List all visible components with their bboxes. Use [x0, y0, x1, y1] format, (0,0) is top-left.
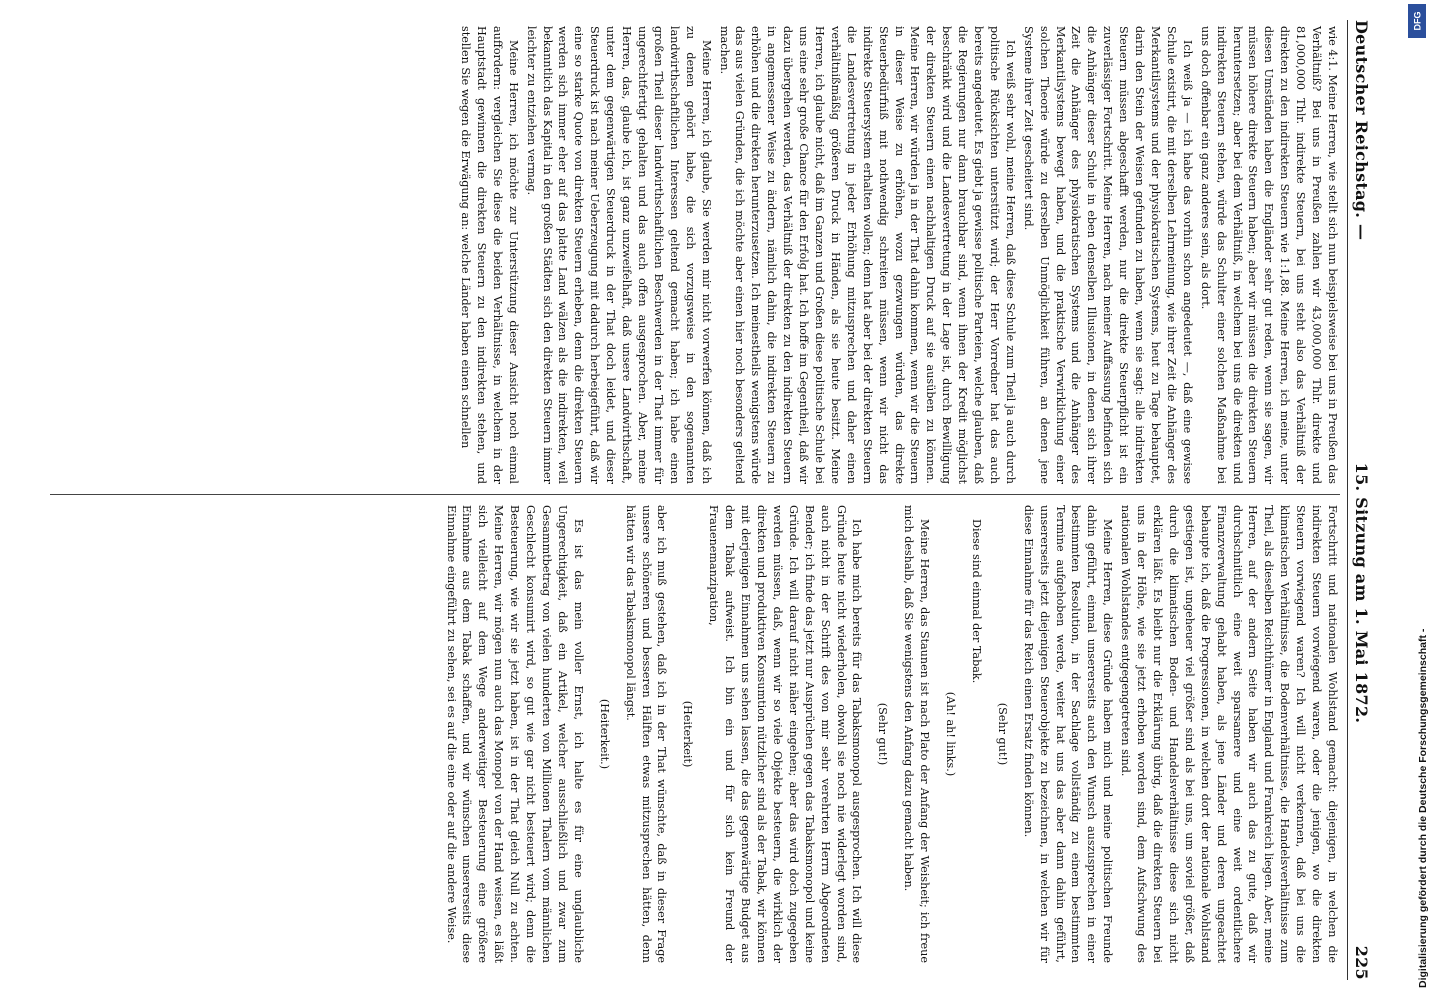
interjection: (Sehr gut!): [876, 702, 890, 766]
header-left: Deutscher Reichstag. —: [1352, 20, 1372, 241]
paragraph: Ich habe mich bereits für das Tabaksmonopol ausgesprochen. Ich will diese Gründe heute nicht wiederholen, obwohl sie noch nie widerlegt worden sind, auch nicht in der Schrift des von mir sehr verehrten Herrn Abgeordneten Bender; ich finde das jetzt nur Ausprüchen gegen das Tabaksmonopol und keine Gründe. Ich will darauf nicht näher eingehen; aber das wird doch zugegeben werden müssen, daß, wenn wir so viele Objekte besteuern, die wirklich der direkten und produktiven Konsumtion nützlicher sind als der Tabak, wir können mit derjenigen Einnahmen uns sehen lassen, die das gegenwärtige Budget aus dem Tabak aufweist. Ich bin ein und für sich kein Freund der Frauenemanzipation,: [707, 505, 864, 963]
scanned-page: [46, 20, 1376, 980]
paragraph: Meine Herren, diese Gründe haben mich und meine politischen Freunde dahin geführt, einmal unsererseits auch den Wunsch auszusprechen in einer bestimmten Resolution, in der Sachlage vollständig zu einem bestimmten Termine aufgehoben werde, weiter hat uns das aber dann dahin geführt, unsererseits jetzt diejenigen Steuerobjekte zu bezeichnen, in welchen wir für diese Einnahme für das Reich einen Ersatz finden können.: [1021, 505, 1115, 963]
interjection: (Heiterkeit): [681, 700, 695, 768]
paragraph: Ich weiß ja — ich habe das vorhin schon angedeutet —, daß eine gewisse Schule existirt, die mit derselben Lehrmeinung, wie ihrer Zeit die Anhänger des Merkantilsystems und der physiokratischen Systems, heut zu Tage behauptet, darin den Stein der Weisen gefunden zu haben, wenn sie sagt: alle indirekten Steuern müssen abgeschafft werden, nur die direkte Steuerpflicht ist ein zuverlässiger Fortschritt. Meine Herren, nach meiner Auffassung befinden sich die Anhänger dieser Schule in eben denselben Illusionen, in denen sich ihrer Zeit die Anhänger des physiokratischen Systems und die Anhänger des Merkantilsystems bewegt haben, und die praktische Verwirklichung einer solchen Theorie würde zu derselben Unmöglichkeit führen, an denen jene Systeme ihrer Zeit gescheitert sind.: [1021, 26, 1194, 484]
paragraph: wie 4:1. Meine Herren, wie stellt sich nun beispielsweise bei uns in Preußen das Verhältniß? Bei uns in Preußen zahlen wir 43,000,000 Thlr. direkte und 81,000,000 Thlr. indirekte Steuern, bei uns steht also das Verhältniß der direkten zu den indirekten Steuern wie 1:1,88. Meine Herren, ich meine, unter diesen Umständen haben die Engländer sehr gut reden, wenn sie sagen, wir müssen höhere direkte Steuern haben; aber wir müssen die direkten Steuern heruntersetzen; aber bei dem Verhältniß, in welchem bei uns die direkten und indirekten Steuern stehen, würde das Schulter einer solchen Maßnahme bei uns doch offenbar ein ganz anderes sein, als dort.: [1198, 26, 1339, 484]
interjection: (Sehr gut!): [995, 702, 1009, 766]
interjection: (Heiterkeit.): [597, 698, 611, 770]
paragraph: Meine Herren, das Staunen ist nach Plato der Anfang der Weisheit; ich freue mich deshalb, daß Sie wenigstens den Anfang dazu gemacht haben.: [902, 505, 932, 963]
running-head: [1347, 20, 1376, 980]
paragraph: aber ich muß gestehen, daß ich in der That wünschte, daß in dieser Frage unsere schöneren und besseren Hälften etwas mitzusprechen hätten, denn hätten wir das Tabaksmonopol längst.: [623, 505, 669, 963]
dfg-logo: DFG: [1408, 4, 1426, 38]
paragraph: Fortschritt und nationalen Wohlstand gemacht: diejenigen, in welchen die indirekten Steuern vorwiegend waren, oder die jenigen, wo die direkten Steuern vorwiegend waren? Ich will nicht verkennen, daß bei uns die klimatischen Verhältnisse, die Bodenverhältnisse, die Handelsverhältnisse zum Theil, als dieselben Reichthümer in England und Frankreich liegen. Aber, meine Herren, auf der andern Seite haben wir auch das zu gute, daß wir durchschnittlich eine weit sparsamere und eine weit ordentlichere Finanzverwaltung gehabt haben, als jene Länder und deren ungeachtet behaupte ich, daß die Progressionen, in welchen dort der nationale Wohlstand gestiegen ist, ungeheuer viel größer sind als bei uns, um soviel größer, daß durch die klimatischen Boden- und Handelsverhältnisse diese sich nicht erklären läßt. Es bleibt nur die Erklärung übrig, daß die direkten Steuern bei uns in der Höhe, wie sie jetzt erhoben worden sind, dem Aufschwung des nationalen Wohlstandes entgegengetreten sind.: [1119, 505, 1339, 963]
left-column: [50, 20, 1340, 490]
paragraph: Es ist das mein voller Ernst, ich halte es für eine unglaubliche Ungerechtigkeit, daß ein Artikel, welcher ausschließlich und zwar zum Gesammtbetrag von vielen hunderten von Millionen Thalern vom männlichen Geschlecht konsumirt wird, so gut wie gar nicht besteuert wird; denn die Besteuerung, wie wir sie jetzt haben, ist in der That gleich Null zu achten. Meine Herren, wir mögen nun auch das Monopol von der Hand weisen, es läßt sich vielleicht auf dem Wege anderweitiger Besteuerung eine größere Einnahme aus dem Tabak schaffen, und wir wünschen unsererseits diese Einnahme eingeführt zu sehen, sei es auf die eine oder auf die andere Weise.: [444, 505, 585, 963]
text-columns: [50, 20, 1340, 980]
header-session: 15. Sitzung am 1. Mai 1872.: [1352, 462, 1372, 724]
right-column: [50, 499, 1340, 969]
funding-strip: [1402, 0, 1432, 1000]
paragraph: Diese sind einmal der Tabak.: [969, 519, 983, 684]
funding-note: Digitalisierung gefördert durch die Deutsche Forschungsgemeinschaft -: [1417, 628, 1429, 988]
page-number: 225: [1352, 945, 1372, 980]
interjection: (Ah! ah! links.): [944, 691, 958, 777]
column-divider: [50, 494, 1340, 495]
paragraph: Ich weiß sehr wohl, meine Herren, daß diese Schule zum Theil ja auch durch politische Rücksichten unterstützt wird; der Herr Vorredner hat das auch bereits angedeutet. Es giebt ja gewisse politische Parteien, welche glauben, daß die Regierungen nur dann brauchbar sind, wenn ihnen der Kredit möglichst beschränkt wird und die Landesvertretung in der Lage ist, durch Bewilligung der direkten Steuern einen nachhaltigen Druck auf sie ausüben zu können. Meine Herren, wir würden ja in der That dahin kommen, wenn wir die Steuern in dieser Weise zu erhöhen, wozu gezwungen würden, das direkte Steuerbedürfniß mit nothwendig schreiten müssen, wenn wir nicht das indirekte Steuersystem erhalten wollen; denn hat aber bei der direkten Steuern die Landesvertretung in jeder Erhöhung mitzusprechen und daher einen verhältnißmäßig größeren Druck in Händen, als sie heute besitzt. Meine Herren, ich glaube nicht, daß im Ganzen und Großen diese politische Schule bei uns eine sehr große Chance für den Erfolg hat. Ich hoffe im Gegentheil, daß wir dazu übergehen werden, das Verhältniß der direkten zu den indirekten Steuern in angemessener Weise zu ändern, nämlich dahin, die indirekten Steuern zu erhöhen und die direkten herunterzusetzen. Ich meinestheils wenigstens würde das aus vielen Gründen, die ich möchte aber einen hier noch besonders geltend machen.: [717, 26, 1017, 484]
paragraph: Meine Herren, ich möchte zur Unterstützung dieser Ansicht noch einmal auffordern: vergleichen Sie diese die beiden Verhältnisse, in welchem in der Hauptstadt gewinnen die direkten Steuern zu den indirekten stehen, und stellen Sie wegen die Erwägung an: welche Länder haben einen schnellen: [459, 26, 520, 484]
paragraph: Meine Herren, ich glaube, Sie werden mir nicht vorwerfen können, daß ich zu denen gehört habe, die sich vorzugsweise in den sogenannten landwirthschaftlichen Interessen geltend gemacht haben; ich habe einen großen Theil dieser landwirthschaftlichen Beschwerden in der That immer für ungerechtfertigt gehalten und das auch offen ausgesprochen. Aber, meine Herren, das, glaube ich, ist ganz unzweifelhaft, daß unsere Landwirthschaft, unter dem gegenwärtigen Steuerdruck in der That doch leidet, und dieser Steuerdruck ist nach meiner Ueberzeugung mit dadurch herbeigeführt, daß wir eine so starke Quote von direkten Steuern erheben, denn die direkten Steuern werden sich immer eher auf das platte Land wälzen als die indirekten, weil bekanntlich das Kapital in den großen Städten sich den direkten Steuern immer leichter zu entziehen vermag.: [524, 26, 713, 484]
